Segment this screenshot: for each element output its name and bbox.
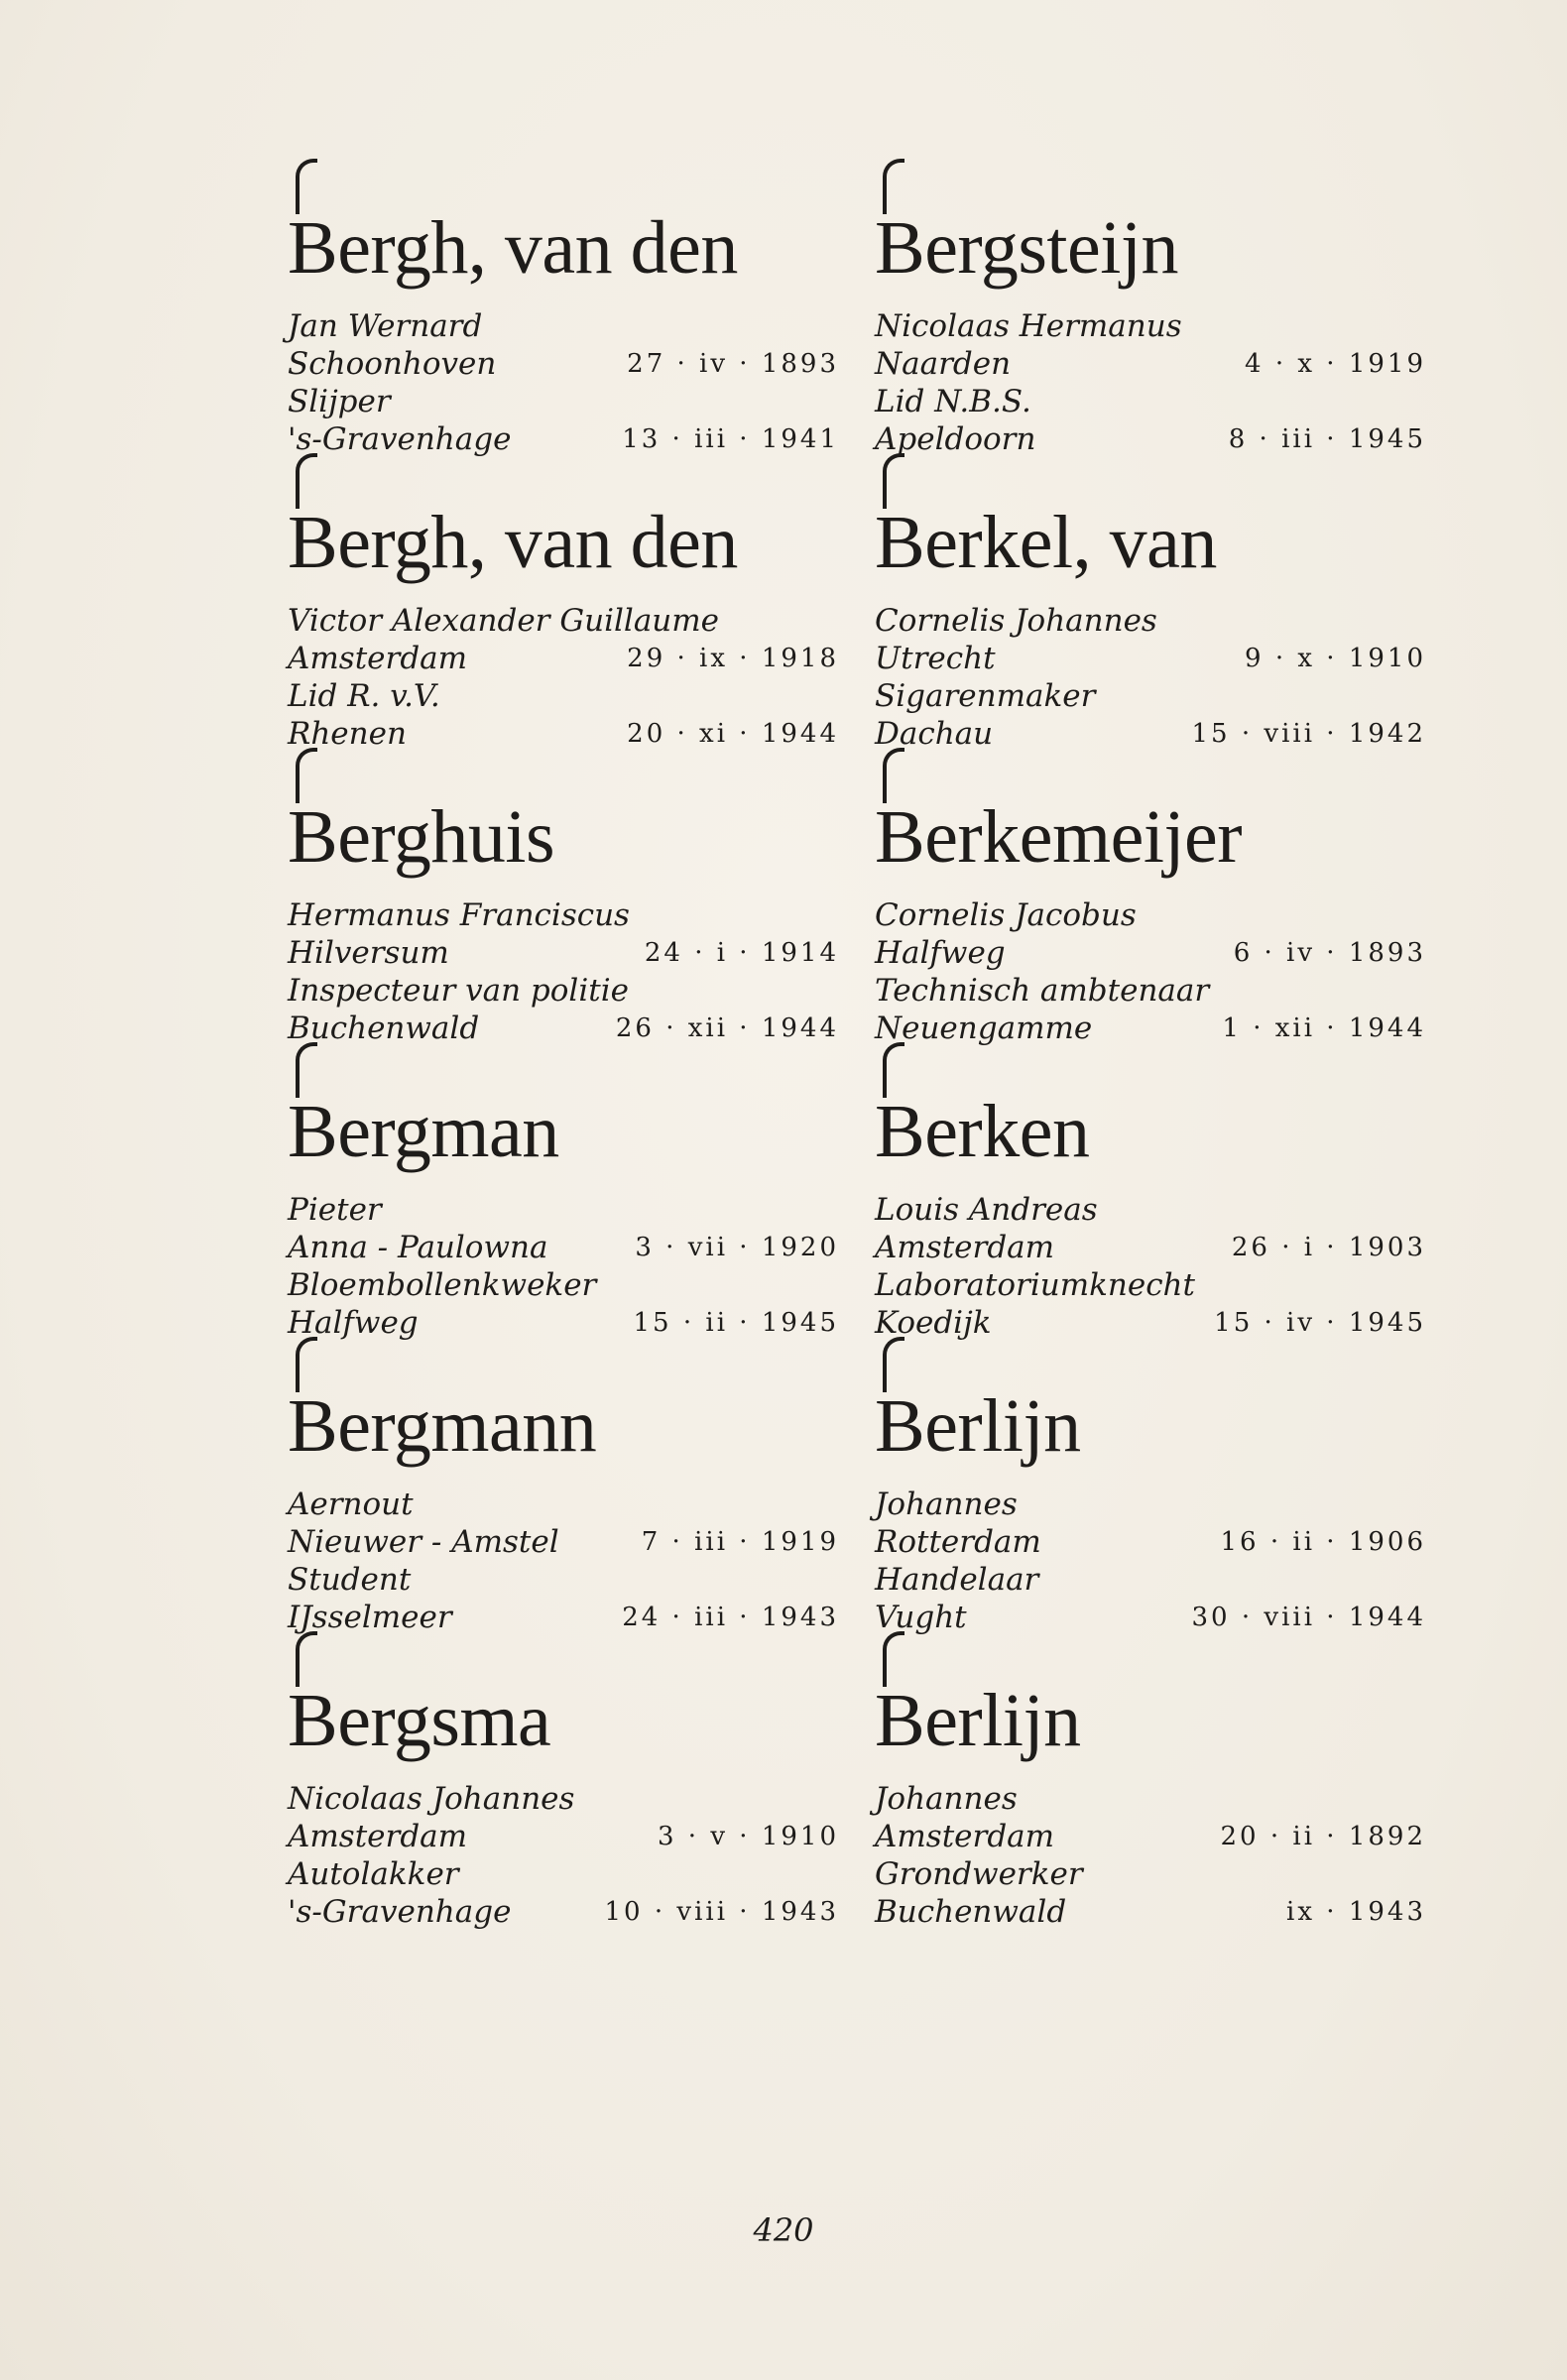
birth-date: 3 · vii · 1920 — [635, 1233, 839, 1262]
occupation: Lid N.B.S. — [875, 384, 1031, 419]
birth-place: Naarden — [875, 346, 1012, 382]
birth-place: Schoonhoven — [288, 346, 497, 382]
surname-text: Berlijn — [875, 1384, 1081, 1468]
death-date: 30 · viii · 1944 — [1191, 1603, 1426, 1632]
death-place: Vught — [875, 1600, 967, 1635]
entry-line — [288, 677, 845, 715]
death-date: 10 · viii · 1943 — [604, 1897, 839, 1927]
birth-place: Anna - Paulowna — [288, 1230, 548, 1265]
death-place: Dachau — [875, 716, 994, 752]
entry-line — [288, 345, 845, 383]
death-place: Neuengamme — [875, 1011, 1093, 1046]
entry-line — [288, 1229, 845, 1266]
entry-line — [875, 345, 1432, 383]
entry-line — [288, 1780, 845, 1818]
entry-line — [875, 1855, 1432, 1893]
birth-date: 4 · x · 1919 — [1245, 349, 1426, 379]
surname-heading — [875, 463, 1432, 602]
surname-text: Bergsma — [288, 1679, 551, 1762]
entry-line — [288, 420, 845, 458]
birth-place: Amsterdam — [875, 1230, 1055, 1265]
entry — [875, 463, 1432, 758]
entry — [875, 758, 1432, 1052]
death-place: Koedijk — [875, 1305, 992, 1341]
given-names: Cornelis Jacobus — [875, 897, 1137, 933]
birth-date: 26 · i · 1903 — [1231, 1233, 1426, 1262]
birth-date: 24 · i · 1914 — [644, 938, 839, 968]
occupation: Lid R. v.V. — [288, 678, 440, 714]
entry — [875, 1347, 1432, 1641]
entry-line — [288, 715, 845, 753]
entry-line — [875, 934, 1432, 972]
given-names: Jan Wernard — [288, 308, 483, 344]
surname-text: Berghuis — [288, 795, 555, 879]
given-names: Johannes — [875, 1487, 1018, 1522]
birth-place: Amsterdam — [875, 1819, 1055, 1854]
surname-heading — [288, 1347, 845, 1486]
surname-heading — [875, 1641, 1432, 1780]
entry-line — [288, 896, 845, 934]
occupation: Laboratoriumknecht — [875, 1267, 1195, 1303]
entry-line — [875, 1561, 1432, 1599]
entry — [288, 1347, 845, 1641]
entry-line — [875, 383, 1432, 420]
surname-heading — [875, 1347, 1432, 1486]
surname-text: Bergmann — [288, 1384, 597, 1468]
entry-line — [875, 420, 1432, 458]
given-names: Aernout — [288, 1487, 414, 1522]
entry — [288, 758, 845, 1052]
entry — [875, 169, 1432, 463]
birth-date: 29 · ix · 1918 — [627, 644, 839, 673]
occupation: Bloembollenkweker — [288, 1267, 597, 1303]
surname-heading — [288, 758, 845, 896]
given-names: Nicolaas Hermanus — [875, 308, 1182, 344]
surname-text: Berkemeijer — [875, 795, 1243, 879]
entry-line — [875, 1266, 1432, 1304]
death-date: 24 · iii · 1943 — [622, 1603, 839, 1632]
given-names: Hermanus Franciscus — [288, 897, 630, 933]
entry-line — [288, 1855, 845, 1893]
right-column — [875, 169, 1432, 1936]
birth-date: 9 · x · 1910 — [1245, 644, 1426, 673]
birth-date: 16 · ii · 1906 — [1220, 1527, 1426, 1557]
entry — [288, 1641, 845, 1936]
occupation: Slijper — [288, 384, 391, 419]
death-place: Buchenwald — [875, 1894, 1067, 1930]
entry-line — [875, 715, 1432, 753]
birth-place: Amsterdam — [288, 641, 468, 676]
entry-line — [875, 640, 1432, 677]
birth-place: Utrecht — [875, 641, 996, 676]
occupation: Sigarenmaker — [875, 678, 1096, 714]
entry-line — [288, 307, 845, 345]
entry — [875, 1052, 1432, 1347]
surname-text: Berlijn — [875, 1679, 1081, 1762]
given-names: Louis Andreas — [875, 1192, 1098, 1228]
birth-date: 20 · ii · 1892 — [1220, 1822, 1426, 1851]
entry-line — [875, 1599, 1432, 1636]
entry-line — [875, 1486, 1432, 1523]
death-place: IJsselmeer — [288, 1600, 452, 1635]
entry-line — [875, 972, 1432, 1010]
occupation: Inspecteur van politie — [288, 973, 629, 1009]
death-date: 26 · xii · 1944 — [615, 1013, 839, 1043]
entry-line — [288, 640, 845, 677]
entry-line — [875, 1818, 1432, 1855]
entry — [875, 1641, 1432, 1936]
surname-text: Bergsteijn — [875, 206, 1179, 290]
death-date: 15 · iv · 1945 — [1214, 1308, 1426, 1338]
page-number: 420 — [753, 2211, 814, 2249]
given-names: Johannes — [875, 1781, 1018, 1817]
birth-place: Hilversum — [288, 935, 449, 971]
entry-line — [288, 972, 845, 1010]
entry-line — [288, 1893, 845, 1931]
birth-place: Rotterdam — [875, 1524, 1041, 1560]
entry-line — [875, 602, 1432, 640]
surname-text: Berken — [875, 1090, 1090, 1173]
surname-heading — [875, 169, 1432, 307]
birth-date: 27 · iv · 1893 — [627, 349, 839, 379]
entry-line — [875, 1523, 1432, 1561]
death-place: 's-Gravenhage — [288, 421, 512, 457]
surname-text: Bergh, van den — [288, 206, 738, 290]
entry-line — [875, 896, 1432, 934]
death-place: Apeldoorn — [875, 421, 1036, 457]
death-date: 1 · xii · 1944 — [1222, 1013, 1426, 1043]
entry-line — [875, 1780, 1432, 1818]
left-column — [288, 169, 845, 1936]
entry-line — [288, 1561, 845, 1599]
entry-line — [288, 934, 845, 972]
entry — [288, 1052, 845, 1347]
death-place: 's-Gravenhage — [288, 1894, 512, 1930]
death-date: 8 · iii · 1945 — [1228, 424, 1426, 454]
entry-line — [875, 1304, 1432, 1342]
entry-line — [288, 383, 845, 420]
birth-place: Halfweg — [875, 935, 1006, 971]
occupation: Handelaar — [875, 1562, 1039, 1598]
entry-line — [875, 1893, 1432, 1931]
surname-heading — [288, 1641, 845, 1780]
entry-line — [875, 307, 1432, 345]
entry-line — [875, 1191, 1432, 1229]
surname-text: Bergman — [288, 1090, 559, 1173]
entry-line — [288, 1818, 845, 1855]
entry — [288, 169, 845, 463]
occupation: Student — [288, 1562, 412, 1598]
birth-place: Nieuwer - Amstel — [288, 1524, 559, 1560]
death-date: 13 · iii · 1941 — [622, 424, 839, 454]
entry-line — [288, 1523, 845, 1561]
entry-line — [288, 1599, 845, 1636]
given-names: Pieter — [288, 1192, 382, 1228]
death-place: Rhenen — [288, 716, 407, 752]
entry-line — [288, 1010, 845, 1047]
surname-heading — [875, 1052, 1432, 1191]
death-date: 20 · xi · 1944 — [627, 719, 839, 749]
death-place: Halfweg — [288, 1305, 419, 1341]
entry-line — [875, 1010, 1432, 1047]
entry-line — [288, 1304, 845, 1342]
birth-date: 3 · v · 1910 — [658, 1822, 839, 1851]
birth-date: 6 · iv · 1893 — [1233, 938, 1426, 968]
given-names: Victor Alexander Guillaume — [288, 603, 720, 639]
entry-line — [288, 1266, 845, 1304]
birth-place: Amsterdam — [288, 1819, 468, 1854]
birth-date: 7 · iii · 1919 — [641, 1527, 839, 1557]
surname-heading — [288, 1052, 845, 1191]
surname-text: Bergh, van den — [288, 501, 738, 584]
entry-line — [288, 1191, 845, 1229]
death-place: Buchenwald — [288, 1011, 480, 1046]
surname-heading — [288, 463, 845, 602]
death-date: 15 · ii · 1945 — [633, 1308, 839, 1338]
surname-heading — [875, 758, 1432, 896]
given-names: Nicolaas Johannes — [288, 1781, 575, 1817]
surname-heading — [288, 169, 845, 307]
entry-line — [288, 1486, 845, 1523]
death-date: ix · 1943 — [1286, 1897, 1426, 1927]
surname-text: Berkel, van — [875, 501, 1217, 584]
entry — [288, 463, 845, 758]
occupation: Technisch ambtenaar — [875, 973, 1210, 1009]
entry-line — [875, 677, 1432, 715]
death-date: 15 · viii · 1942 — [1191, 719, 1426, 749]
occupation: Grondwerker — [875, 1856, 1083, 1892]
entry-line — [288, 602, 845, 640]
entry-line — [875, 1229, 1432, 1266]
occupation: Autolakker — [288, 1856, 459, 1892]
given-names: Cornelis Johannes — [875, 603, 1157, 639]
